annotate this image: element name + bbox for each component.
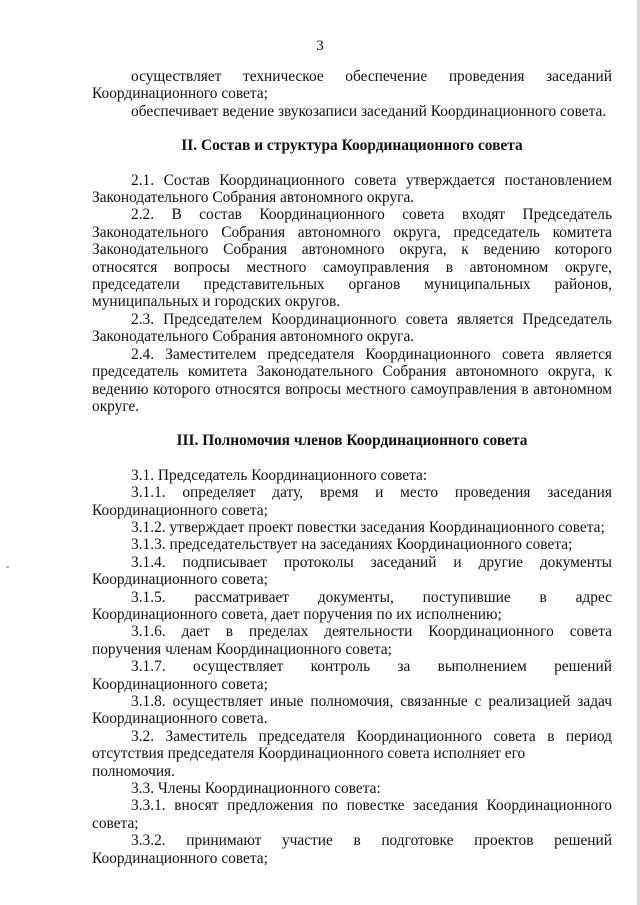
- text-line: 3.1.5. рассматривает документы, поступившие в адрес: [131, 588, 612, 606]
- text-line: 2.4. Заместителем председателя Координационного совета является: [131, 345, 612, 363]
- text-line: Законодательного Собрания автономного округа, к ведению которого: [92, 241, 612, 259]
- text-line: председатели представительных органов муниципальных районов,: [92, 276, 612, 294]
- section-2-heading: II. Состав и структура Координационного совета: [181, 137, 523, 155]
- text-line: Координационного совета;: [92, 501, 268, 519]
- section-2-body: [92, 172, 612, 416]
- text-line: председатель комитета Законодательного Собрания автономного округа, к: [92, 363, 612, 381]
- text-line: совета;: [92, 814, 139, 832]
- text-line: Законодательного Собрания автономного округа.: [92, 189, 415, 207]
- text-line: 3.1.1. определяет дату, время и место проведения заседания: [131, 484, 612, 502]
- text-line: Координационного совета;: [92, 571, 268, 589]
- text-line: 3.1. Председатель Координационного совета:: [131, 466, 428, 484]
- text-line: ведению которого относятся вопросы местного самоуправления в автономном: [92, 380, 612, 398]
- text-line: осуществляет техническое обеспечение проведения заседаний: [131, 68, 612, 85]
- text-line: 3.1.2. утверждает проект повестки заседания Координационного совета;: [131, 518, 605, 536]
- text-line: 3.3. Члены Координационного совета:: [131, 780, 381, 798]
- text-line: 3.1.8. осуществляет иные полномочия, связанные с реализацией задач: [131, 693, 612, 710]
- text-line: Координационного совета;: [92, 85, 268, 103]
- scan-mark: [6, 566, 9, 568]
- text-line: относятся вопросы местного самоуправления в автономном округе,: [92, 258, 612, 276]
- document-body: [92, 68, 612, 867]
- text-line: 3.3.2. принимают участие в подготовке проектов решений: [131, 832, 612, 850]
- text-line: округе.: [92, 397, 140, 415]
- text-line: поручения членам Координационного совета;: [92, 640, 392, 658]
- text-line: Координационного совета, дает поручения по их исполнению;: [92, 605, 502, 623]
- text-line: Координационного совета.: [92, 710, 268, 728]
- text-line: обеспечивает ведение звукозаписи заседаний Координационного совета.: [131, 102, 607, 120]
- text-line: 3.1.3. председательствует на заседаниях Координационного совета;: [131, 536, 573, 554]
- text-line: Законодательного Собрания автономного округа, председатель комитета: [92, 223, 612, 241]
- text-line: 3.1.4. подписывает протоколы заседаний и другие документы: [131, 553, 612, 571]
- text-line: 2.1. Состав Координационного совета утверждается постановлением: [131, 171, 612, 189]
- section-3-heading: III. Полномочия членов Координационного совета: [176, 432, 528, 450]
- text-line: Координационного совета;: [92, 849, 268, 867]
- text-line: 2.3. Председателем Координационного совета является Председатель: [131, 310, 612, 328]
- text-line: отсутствия председателя Координационного совета исполняет его полномочия.: [92, 745, 526, 780]
- text-line: Законодательного Собрания автономного округа.: [92, 328, 415, 346]
- text-line: Координационного совета;: [92, 675, 268, 693]
- page-number: 3: [316, 38, 324, 54]
- text-line: муниципальных и городских округов.: [92, 293, 341, 311]
- text-line: 3.2. Заместитель председателя Координационного совета в период: [131, 727, 612, 745]
- section-3-body: [92, 467, 612, 867]
- intro-block: [92, 68, 612, 120]
- text-line: 3.1.6. дает в пределах деятельности Координационного совета: [131, 623, 612, 641]
- text-line: 3.3.1. вносят предложения по повестке заседания Координационного: [131, 797, 612, 815]
- text-line: 3.1.7. осуществляет контроль за выполнением решений: [131, 658, 612, 676]
- text-line: 2.2. В состав Координационного совета входят Председатель: [131, 206, 612, 224]
